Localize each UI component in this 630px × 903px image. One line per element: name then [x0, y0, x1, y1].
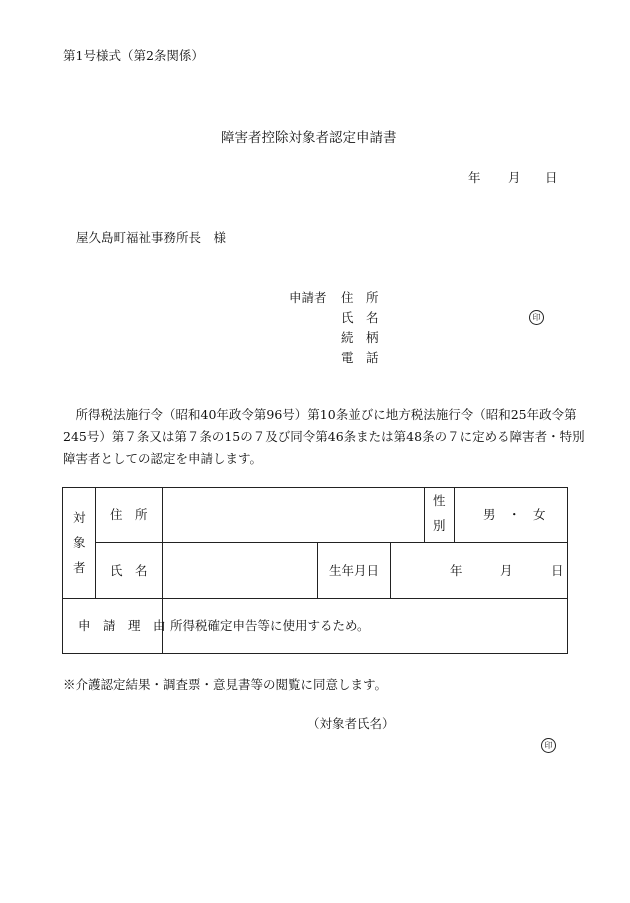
applicant-relation-label: 続 柄: [341, 330, 379, 345]
subject-seal-mark: 印: [541, 738, 556, 753]
statement-line: 245号）第７条又は第７条の15の７及び同令第46条または第48条の７に定める障害者・特別: [63, 429, 585, 444]
birthdate-label: 生年月日: [329, 563, 380, 578]
subject-label-char: 象: [73, 535, 86, 550]
table-name-label: 氏 名: [110, 563, 148, 578]
table-row-divider: [62, 598, 568, 599]
table-address-label: 住 所: [110, 507, 148, 522]
birthdate-year-label: 年: [450, 563, 463, 578]
statement-line: 所得税法施行令（昭和40年政令第96号）第10条並びに地方税法施行令（昭和25年政令第: [63, 407, 577, 422]
applicant-heading: 申請者: [289, 290, 327, 305]
subject-label-char: 者: [73, 560, 86, 575]
applicant-phone-label: 電 話: [341, 350, 379, 365]
table-border-left: [62, 487, 63, 654]
table-col-divider: [454, 487, 455, 542]
table-col-divider: [390, 542, 391, 598]
page-title: 障害者控除対象者認定申請書: [221, 130, 397, 146]
form-number: 第1号様式（第2条関係）: [63, 48, 204, 63]
applicant-seal-mark: 印: [529, 310, 544, 325]
birthdate-month-label: 月: [500, 563, 513, 578]
date-year-label: 年: [468, 170, 481, 185]
subject-name-field[interactable]: [170, 565, 310, 581]
addressee: 屋久島町福祉事務所長 様: [76, 230, 227, 245]
reason-label: 申 請 理 由: [78, 618, 166, 633]
applicant-name-label: 氏 名: [341, 310, 379, 325]
reason-value[interactable]: 所得税確定申告等に使用するため。: [170, 618, 370, 633]
table-col-divider: [424, 487, 425, 542]
subject-signature-label: （対象者氏名）: [307, 716, 395, 731]
table-border-top: [62, 487, 568, 488]
birthdate-day-label: 日: [551, 563, 564, 578]
subject-address-field[interactable]: [170, 509, 418, 525]
consent-note: ※介護認定結果・調査票・意見書等の閲覧に同意します。: [63, 677, 388, 692]
table-row-divider: [95, 542, 568, 543]
date-month-label: 月: [508, 170, 521, 185]
date-day-label: 日: [545, 170, 558, 185]
table-col-divider: [317, 542, 318, 598]
sex-options[interactable]: 男 ・ 女: [483, 507, 546, 522]
subject-label-char: 対: [73, 510, 86, 525]
table-border-bottom: [62, 653, 568, 654]
applicant-address-label: 住 所: [341, 290, 379, 305]
statement-line: 障害者としての認定を申請します。: [63, 451, 263, 466]
application-statement: [63, 404, 585, 470]
sex-label-char: 別: [433, 518, 446, 533]
table-border-right: [567, 487, 568, 654]
table-col-divider: [95, 487, 96, 598]
sex-label-char: 性: [433, 493, 446, 508]
